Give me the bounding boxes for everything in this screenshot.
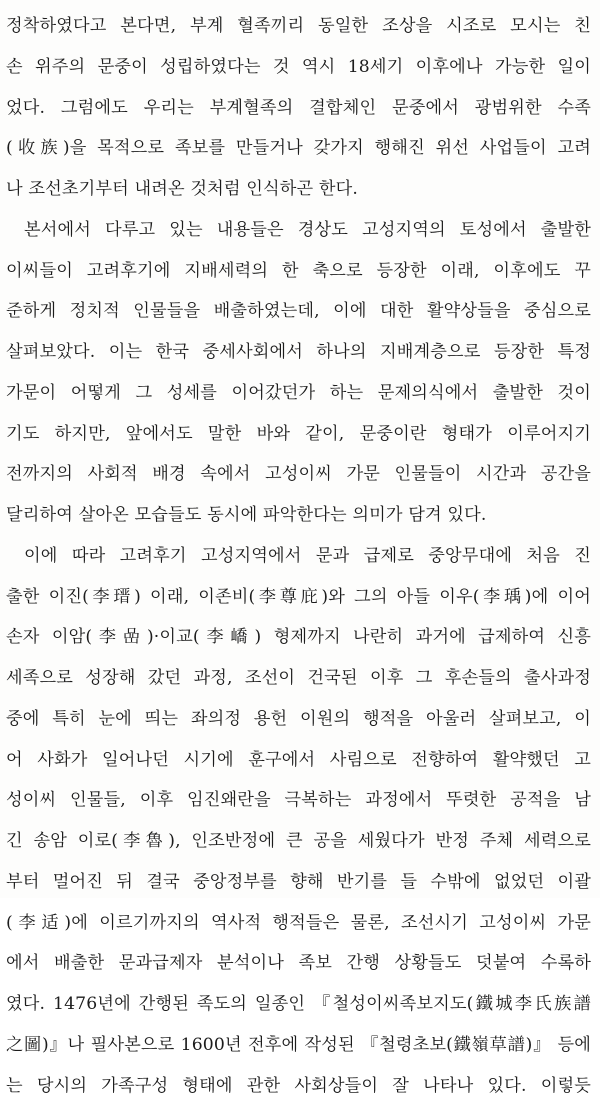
text-line: 었다. 그럼에도 우리는 부계혈족의 결합체인 문중에서 광범위한 수족 [6, 88, 591, 129]
text-line: 이씨들이 고려후기에 지배세력의 한 축으로 등장한 이래, 이후에도 꾸 [6, 251, 591, 292]
text-line: 본서에서 다루고 있는 내용들은 경상도 고성지역의 토성에서 출발한 [6, 210, 591, 251]
text-line: 가문이 어떻게 그 성세를 이어갔던가 하는 문제의식에서 출발한 것이 [6, 373, 591, 414]
text-line: 이에 따라 고려후기 고성지역에서 문과 급제로 중앙무대에 처음 진 [6, 536, 591, 577]
text-line: 긴 송암 이로(李魯), 인조반정에 큰 공을 세웠다가 반정 주체 세력으로 [6, 821, 591, 862]
paragraph-1 [6, 6, 591, 210]
paragraph-2 [6, 210, 591, 536]
text-line: 전까지의 사회적 배경 속에서 고성이씨 가문 인물들이 시간과 공간을 [6, 454, 591, 495]
text-line: 에서 배출한 문과급제자 분석이나 족보 간행 상황들도 덧붙여 수록하 [6, 943, 591, 984]
text-line: 였다. 1476년에 간행된 족도의 일종인 『철성이씨족보지도(鐵城李氏族譜 [6, 984, 591, 1025]
text-line: 세족으로 성장해 갔던 과정, 조선이 건국된 이후 그 후손들의 출사과정 [6, 658, 591, 699]
text-line: 부터 멀어진 뒤 결국 중앙정부를 향해 반기를 들 수밖에 없었던 이괄 [6, 862, 591, 903]
text-line: 손자 이암(李嵒)·이교(李嶠) 형제까지 나란히 과거에 급제하여 신흥 [6, 617, 591, 658]
text-line: (李适)에 이르기까지의 역사적 행적들은 물론, 조선시기 고성이씨 가문 [6, 903, 591, 944]
text-line: 출한 이진(李瑨) 이래, 이존비(李尊庇)와 그의 아들 이우(李瑀)에 이어 [6, 577, 591, 618]
text-line: 손 위주의 문중이 성립하였다는 것 역시 18세기 이후에나 가능한 일이 [6, 47, 591, 88]
text-line: 준하게 정치적 인물들을 배출하였는데, 이에 대한 활약상들을 중심으로 [6, 291, 591, 332]
text-line: 나 조선초기부터 내려온 것처럼 인식하곤 한다. [6, 169, 591, 210]
text-line: 어 사화가 일어나던 시기에 훈구에서 사림으로 전향하여 활약했던 고 [6, 740, 591, 781]
text-line: 달리하여 살아온 모습들도 동시에 파악한다는 의미가 담겨 있다. [6, 495, 591, 536]
text-line: 정착하였다고 본다면, 부계 혈족끼리 동일한 조상을 시조로 모시는 친 [6, 6, 591, 47]
text-line: 성이씨 인물들, 이후 임진왜란을 극복하는 과정에서 뚜렷한 공적을 남 [6, 780, 591, 821]
text-line: 살펴보았다. 이는 한국 중세사회에서 하나의 지배계층으로 등장한 특정 [6, 332, 591, 373]
text-line: (收族)을 목적으로 족보를 만들거나 갖가지 행해진 위선 사업들이 고려 [6, 128, 591, 169]
text-line: 之圖)』나 필사본으로 1600년 전후에 작성된 『철령초보(鐵嶺草譜)』 등에 [6, 1025, 591, 1066]
paragraph-3 [6, 536, 591, 1106]
text-line: 중에 특히 눈에 띄는 좌의정 용헌 이원의 행적을 아울러 살펴보고, 이 [6, 699, 591, 740]
text-line: 는 당시의 가족구성 형태에 관한 사회상들이 잘 나타나 있다. 이렇듯 [6, 1066, 591, 1106]
body-text [6, 6, 591, 1106]
text-line: 기도 하지만, 앞에서도 말한 바와 같이, 문중이란 형태가 이루어지기 [6, 414, 591, 455]
